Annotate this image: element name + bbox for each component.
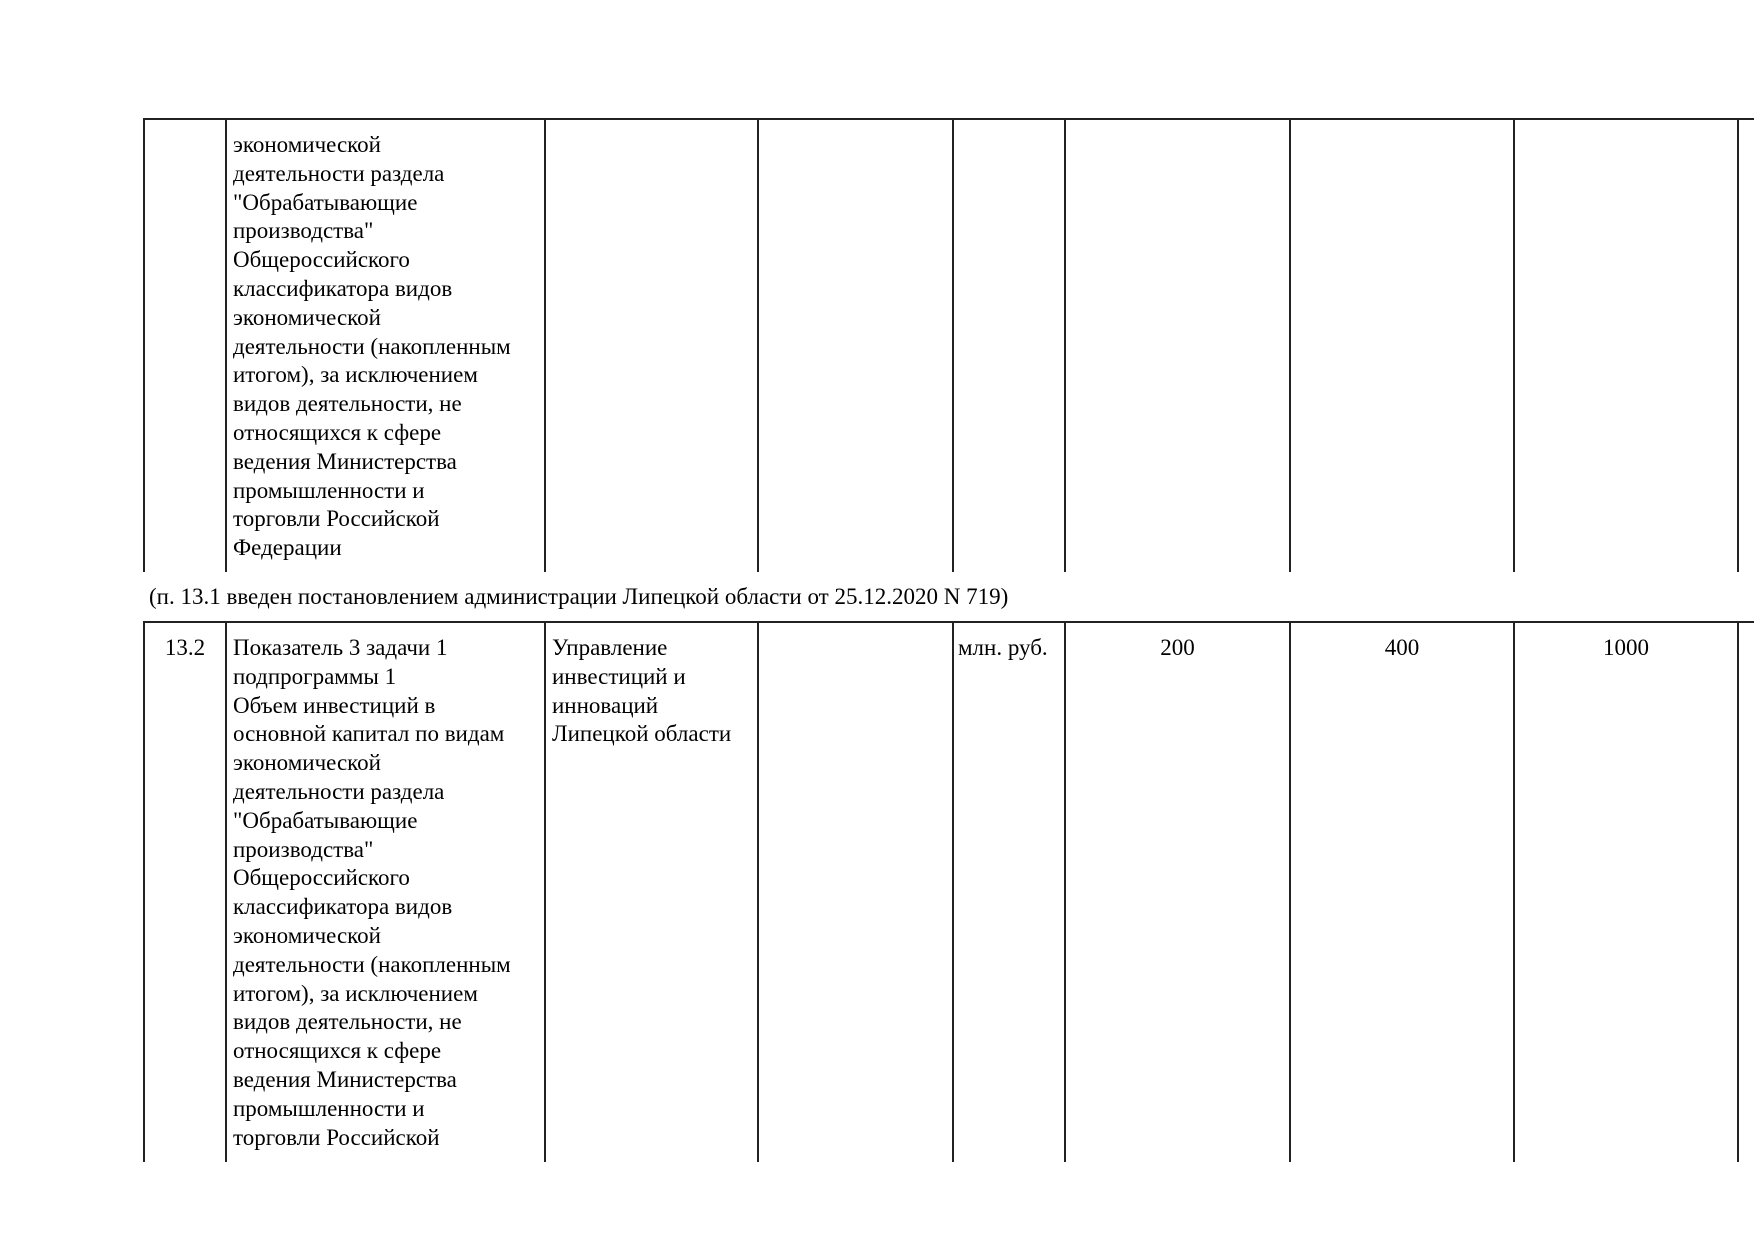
column-border — [1289, 621, 1291, 1162]
row-13-2-value-1: 200 — [1160, 635, 1195, 660]
column-border — [952, 118, 954, 572]
column-border — [757, 118, 759, 572]
row-13-2-name-cell: Показатель 3 задачи 1 подпрограммы 1 Объем инвестиций в основной капитал по видам экономической деятельности раздела "Обрабатывающие производства" Общероссийского классификатора видов экономической деятельности (накопленным итогом), за исключением видов деятельности, не относящихся к сфере ведения Министерства промышленности и торговли Российской — [233, 635, 511, 1150]
column-border — [544, 118, 546, 572]
column-border — [1737, 621, 1739, 1162]
column-border — [1064, 621, 1066, 1162]
column-border — [1513, 621, 1515, 1162]
column-border — [544, 621, 546, 1162]
column-border — [1513, 118, 1515, 572]
column-border — [952, 621, 954, 1162]
amendment-note: (п. 13.1 введен постановлением администрации Липецкой области от 25.12.2020 N 719) — [149, 584, 1009, 609]
column-border — [1737, 118, 1739, 572]
column-border — [143, 118, 145, 572]
row-13-2-value-3: 1000 — [1603, 635, 1649, 660]
row-13-2-unit-cell: млн. руб. — [958, 635, 1048, 660]
column-border — [1289, 118, 1291, 572]
column-border — [143, 621, 145, 1162]
row-13-1-name-cell: экономической деятельности раздела "Обрабатывающие производства" Общероссийского классификатора видов экономической деятельности (накопленным итогом), за исключением видов деятельности, не относящихся к сфере ведения Министерства промышленности и торговли Российской Федерации — [233, 132, 511, 561]
column-border — [1064, 118, 1066, 572]
column-border — [225, 621, 227, 1162]
row-13-2-responsible-cell: Управление инвестиций и инноваций Липецкой области — [552, 635, 732, 747]
row-13-2-number: 13.2 — [164, 635, 206, 660]
column-border — [757, 621, 759, 1162]
row-13-2-value-2: 400 — [1384, 635, 1420, 660]
column-border — [225, 118, 227, 572]
